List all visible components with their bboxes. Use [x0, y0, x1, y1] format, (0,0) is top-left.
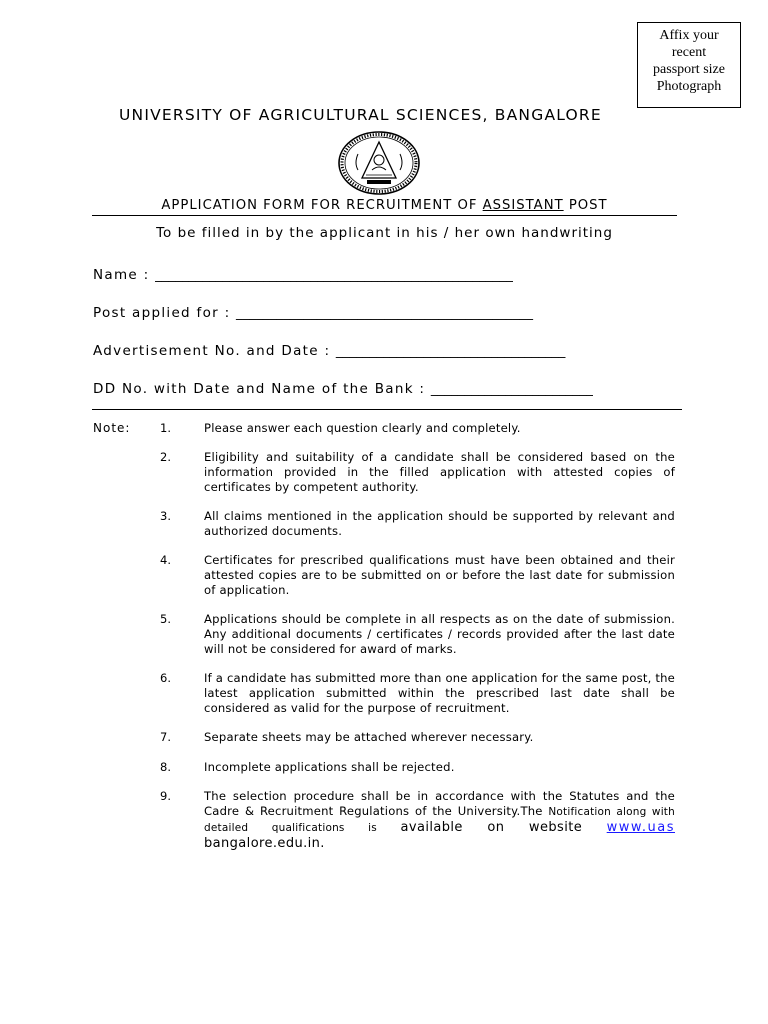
photo-box-line: recent — [671, 45, 707, 60]
note-number: 9. — [160, 789, 171, 803]
note-text: Incomplete applications shall be rejected. — [204, 760, 455, 774]
handwriting-instruction: To be filled in by the applicant in his / her own handwriting — [156, 225, 613, 241]
note-text: Applications should be complete in all respects as on the date of submission. Any additional documents / certificates / records provided after the last date will not be considered for award of marks. — [204, 612, 675, 656]
field-label: Advertisement No. and Date : — [93, 343, 336, 359]
form-title — [92, 198, 677, 213]
note-text: Separate sheets may be attached wherever necessary. — [204, 730, 534, 744]
note-number: 2. — [160, 450, 171, 464]
name-field[interactable] — [93, 267, 683, 283]
field-blank[interactable]: ____________________________________________ — [236, 305, 534, 321]
post-applied-field[interactable] — [93, 305, 683, 321]
advertisement-field[interactable] — [93, 343, 683, 359]
field-label: Name : — [93, 267, 156, 283]
note-text: Eligibility and suitability of a candidate shall be considered based on the information provided in the filled application with attested copies of certificates by competent authority. — [204, 450, 675, 494]
note-text-part: available on website — [400, 820, 607, 835]
form-title-suffix: POST — [563, 198, 608, 213]
note-number: 3. — [160, 509, 171, 523]
field-label: DD No. with Date and Name of the Bank : — [93, 381, 431, 397]
note-text: Certificates for prescribed qualifications must have been obtained and their attested copies are to be submitted on or before the last date for submission of application. — [204, 553, 675, 597]
field-label: Post applied for : — [93, 305, 237, 321]
field-blank[interactable]: ________________________ — [430, 381, 593, 397]
note-number: 8. — [160, 760, 171, 774]
note-text-part: bangalore.edu.in. — [204, 836, 325, 851]
photo-box-line: passport size — [653, 62, 725, 77]
note-text-part: Notification along with detailed qualifications is — [204, 806, 675, 834]
note-text: Please answer each question clearly and completely. — [204, 421, 521, 435]
note-text: If a candidate has submitted more than one application for the same post, the latest application submitted within the prescribed last date shall be considered as valid for the purpose of recruitment. — [204, 671, 675, 715]
note-text-part: The selection procedure shall be in accordance with the Statutes and the Cadre & Recruitment Regulations of the University.The — [204, 789, 675, 818]
note-text — [204, 789, 675, 851]
note-number: 6. — [160, 671, 171, 685]
photo-placeholder-box — [637, 22, 741, 108]
fields-divider — [92, 409, 682, 410]
note-number: 1. — [160, 421, 171, 435]
photo-box-line: Affix your — [659, 28, 719, 43]
post-name: ASSISTANT — [482, 198, 564, 213]
note-number: 4. — [160, 553, 171, 567]
website-link[interactable]: www.uas — [606, 820, 675, 835]
field-blank[interactable]: __________________________________ — [335, 343, 566, 359]
note-number: 7. — [160, 730, 171, 744]
photo-box-line: Photograph — [656, 79, 722, 94]
field-blank[interactable]: _____________________________________________________ — [155, 267, 513, 283]
title-divider — [92, 215, 677, 216]
university-title: UNIVERSITY OF AGRICULTURAL SCIENCES, BANGALORE — [119, 106, 602, 124]
note-number: 5. — [160, 612, 171, 626]
university-seal-logo — [336, 130, 422, 196]
dd-bank-field[interactable] — [93, 381, 683, 397]
note-text: All claims mentioned in the application should be supported by relevant and authorized documents. — [204, 509, 675, 538]
note-label: Note: — [93, 421, 131, 435]
form-title-prefix: APPLICATION FORM FOR RECRUITMENT OF — [161, 198, 483, 213]
